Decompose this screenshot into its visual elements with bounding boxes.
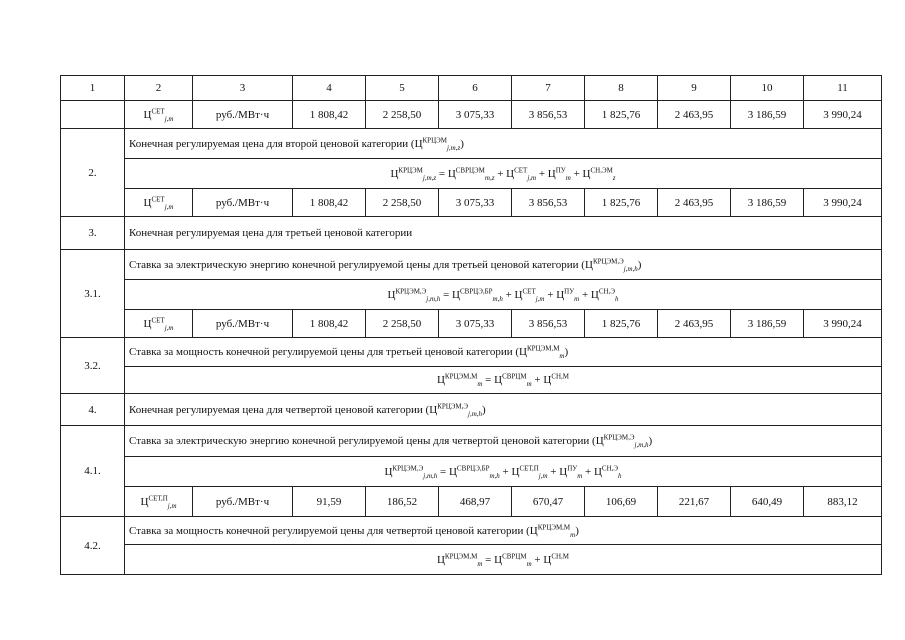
section-number: 3. (61, 217, 125, 250)
value-cell: 2 463,95 (658, 310, 731, 338)
symbol-cell: $Ц^{СЕТ}_{j,m}$ (125, 189, 193, 217)
value-cell: 3 990,24 (804, 310, 882, 338)
section-number: 2. (61, 129, 125, 217)
header-cell: 3 (193, 76, 293, 101)
value-cell: 3 075,33 (439, 189, 512, 217)
value-cell: 2 463,95 (658, 101, 731, 129)
value-cell: 3 075,33 (439, 101, 512, 129)
header-cell: 1 (61, 76, 125, 101)
formula: $Ц^{КРЦЭМ}_{j,m,z} = Ц^{СВРЦЭМ}_{m,z} + Ц^{СЕТ}_{j,m} + Ц^{ПУ}_m + Ц^{СН,ЭМ}_z$ (125, 159, 882, 189)
table-row (61, 101, 882, 129)
value-cell: 640,49 (731, 487, 804, 517)
value-cell: 1 808,42 (293, 310, 366, 338)
header-cell: 2 (125, 76, 193, 101)
formula-row (61, 280, 882, 310)
section-row (61, 426, 882, 457)
header-cell: 9 (658, 76, 731, 101)
table-row (61, 189, 882, 217)
table-row (61, 487, 882, 517)
value-cell: 3 990,24 (804, 189, 882, 217)
header-cell: 5 (366, 76, 439, 101)
value-cell: 3 990,24 (804, 101, 882, 129)
formula: $Ц^{КРЦЭМ,М}_m = Ц^{СВРЦМ}_m + Ц^{СН,М}$ (125, 545, 882, 575)
section-number: 4.2. (61, 517, 125, 575)
section-row (61, 250, 882, 280)
symbol-cell: $Ц^{СЕТ}_{j,m}$ (125, 310, 193, 338)
unit-cell: руб./МВт·ч (193, 189, 293, 217)
value-cell: 670,47 (512, 487, 585, 517)
section-row (61, 394, 882, 426)
formula: $Ц^{КРЦЭМ,М}_m = Ц^{СВРЦМ}_m + Ц^{СН,М}$ (125, 367, 882, 394)
value-cell: 3 186,59 (731, 310, 804, 338)
value-cell: 91,59 (293, 487, 366, 517)
header-row (61, 76, 882, 101)
value-cell: 2 258,50 (366, 189, 439, 217)
value-cell: 221,67 (658, 487, 731, 517)
value-cell: 1 808,42 (293, 189, 366, 217)
section-number: 3.1. (61, 250, 125, 338)
formula-row (61, 457, 882, 487)
value-cell: 468,97 (439, 487, 512, 517)
section-title: Ставка за мощность конечной регулируемой цены для третьей ценовой категории $(Ц^{КРЦЭМ,М}_m)$ (125, 338, 882, 367)
value-cell: 2 258,50 (366, 310, 439, 338)
header-cell: 8 (585, 76, 658, 101)
header-cell: 4 (293, 76, 366, 101)
value-cell: 2 463,95 (658, 189, 731, 217)
section-row (61, 517, 882, 545)
section-row (61, 217, 882, 250)
section-row (61, 129, 882, 159)
section-title: Ставка за электрическую энергию конечной регулируемой цены для четвертой ценовой категории $(Ц^{КРЦЭМ,Э}_{j,m,h})$ (125, 426, 882, 457)
value-cell: 3 186,59 (731, 189, 804, 217)
value-cell: 3 856,53 (512, 310, 585, 338)
value-cell: 883,12 (804, 487, 882, 517)
value-cell: 1 808,42 (293, 101, 366, 129)
value-cell: 186,52 (366, 487, 439, 517)
value-cell: 1 825,76 (585, 101, 658, 129)
formula: $Ц^{КРЦЭМ,Э}_{j,m,h} = Ц^{СВРЦЭ,БР}_{m,h} + Ц^{СЕТ}_{j,m} + Ц^{ПУ}_m + Ц^{СН,Э}_h$ (125, 280, 882, 310)
unit-cell: руб./МВт·ч (193, 101, 293, 129)
value-cell: 3 075,33 (439, 310, 512, 338)
tariff-table (60, 75, 882, 575)
header-cell: 10 (731, 76, 804, 101)
table-row (61, 310, 882, 338)
symbol-cell: $Ц^{СЕТ}_{j,m}$ (125, 101, 193, 129)
empty-cell (61, 101, 125, 129)
value-cell: 1 825,76 (585, 189, 658, 217)
header-cell: 11 (804, 76, 882, 101)
section-number: 3.2. (61, 338, 125, 394)
section-title: Конечная регулируемая цена для третьей ценовой категории (125, 217, 882, 250)
value-cell: 106,69 (585, 487, 658, 517)
section-title: Ставка за электрическую энергию конечной регулируемой цены для третьей ценовой категории $(Ц^{КРЦЭМ,Э}_{j,m,h})$ (125, 250, 882, 280)
section-title: Конечная регулируемая цена для четвертой ценовой категории $(Ц^{КРЦЭМ,Э}_{j,m,h})$ (125, 394, 882, 426)
value-cell: 1 825,76 (585, 310, 658, 338)
value-cell: 2 258,50 (366, 101, 439, 129)
value-cell: 3 856,53 (512, 189, 585, 217)
formula-row (61, 367, 882, 394)
section-row (61, 338, 882, 367)
section-number: 4.1. (61, 426, 125, 517)
formula: $Ц^{КРЦЭМ,Э}_{j,m,h} = Ц^{СВРЦЭ,БР}_{m,h} + Ц^{СЕТ,П}_{j,m} + Ц^{ПУ}_m + Ц^{СН,Э}_h$ (125, 457, 882, 487)
unit-cell: руб./МВт·ч (193, 310, 293, 338)
formula-row (61, 159, 882, 189)
header-cell: 6 (439, 76, 512, 101)
formula-row (61, 545, 882, 575)
unit-cell: руб./МВт·ч (193, 487, 293, 517)
section-title: Ставка за мощность конечной регулируемой цены для четвертой ценовой категории $(Ц^{КРЦЭМ,М}_m)$ (125, 517, 882, 545)
section-title: Конечная регулируемая цена для второй ценовой категории $(Ц^{КРЦЭМ}_{j,m,z})$ (125, 129, 882, 159)
symbol-cell: $Ц^{СЕТ,П}_{j,m}$ (125, 487, 193, 517)
header-cell: 7 (512, 76, 585, 101)
value-cell: 3 856,53 (512, 101, 585, 129)
value-cell: 3 186,59 (731, 101, 804, 129)
section-number: 4. (61, 394, 125, 426)
